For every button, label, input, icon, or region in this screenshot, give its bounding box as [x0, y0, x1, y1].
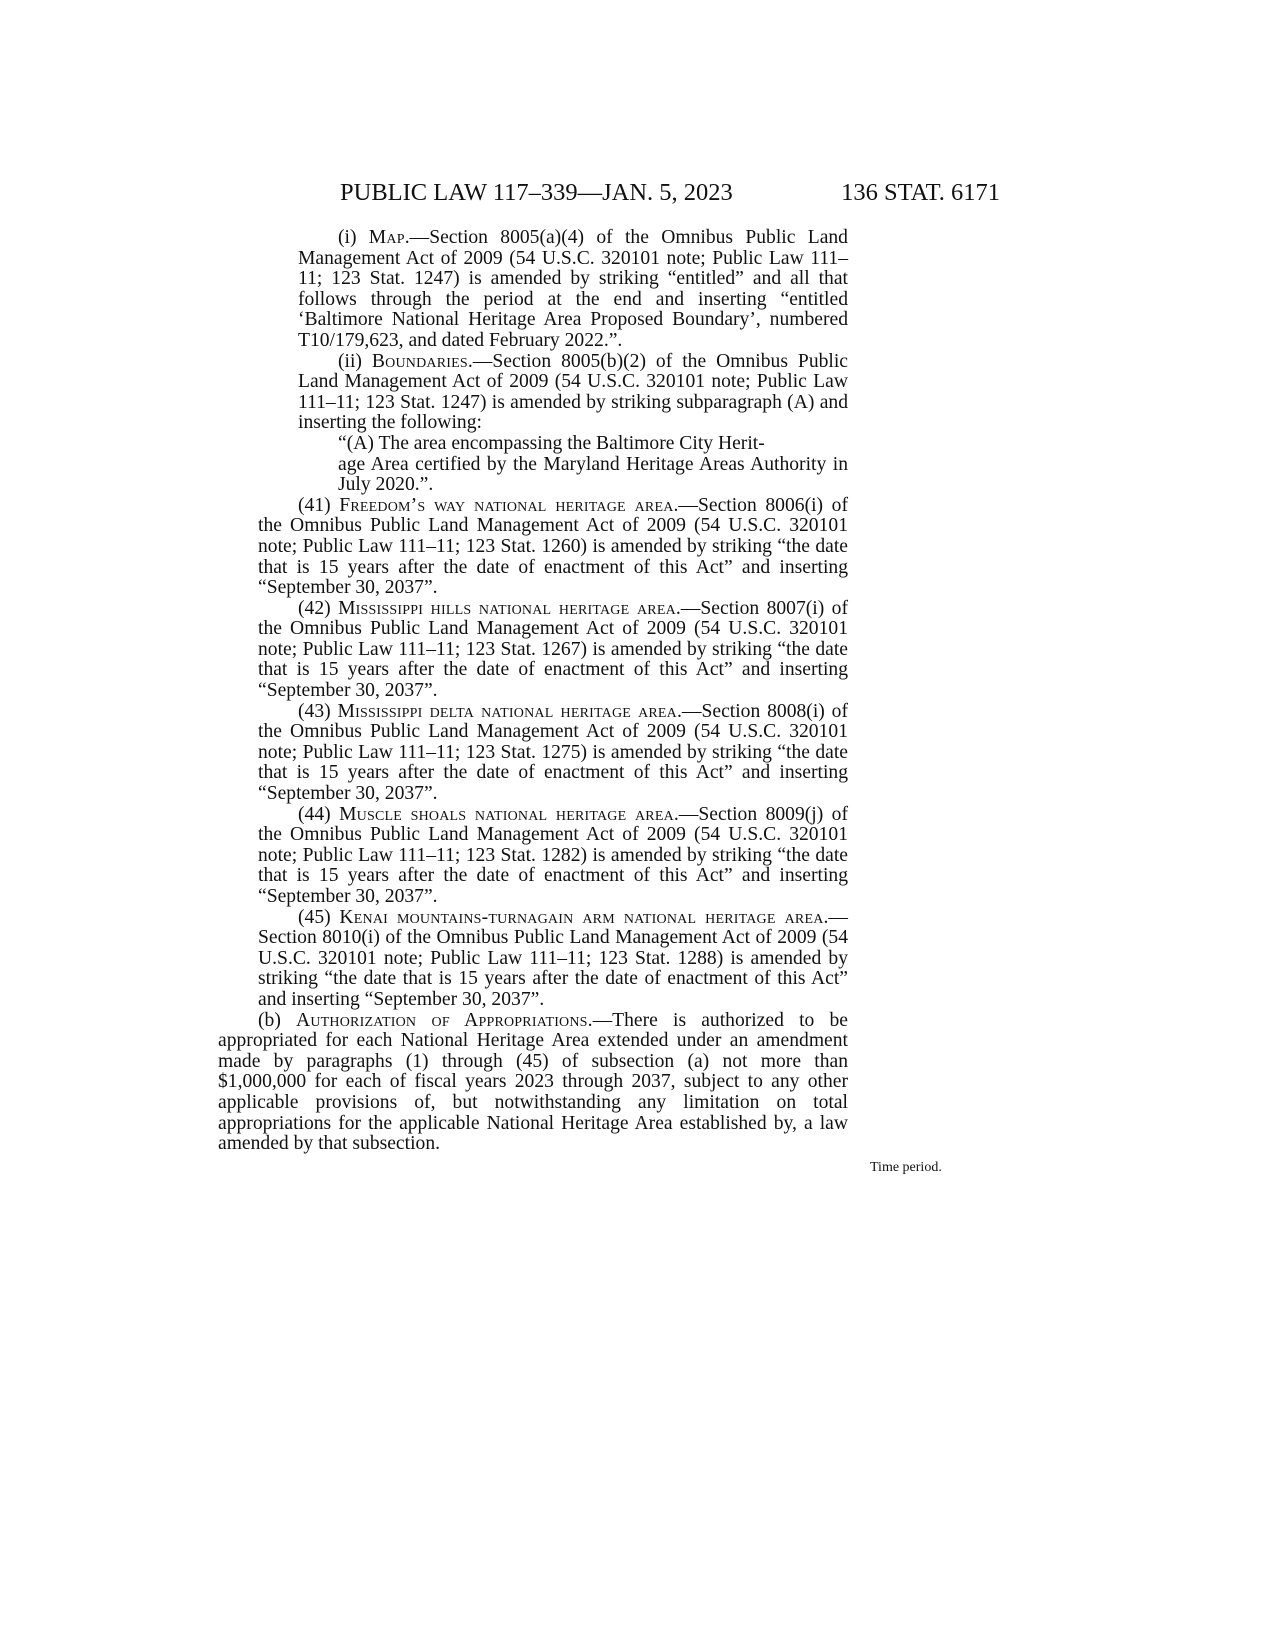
clause-heading: Map	[368, 227, 405, 248]
paragraph-number: (45)	[298, 906, 340, 928]
paragraph-text: .—Section 8008(i) of the Omnibus Public Land Management Act of 2009 (54 U.S.C. 320101 note; Public Law 111–11; 123 Stat. 1275) is amended by striking “the date that is 15 years after the date of enactment of this Act” and inserting “September 30, 2037”.	[258, 700, 848, 805]
paragraph-text: .—Section 8009(j) of the Omnibus Public Land Management Act of 2009 (54 U.S.C. 320101 note; Public Law 111–11; 123 Stat. 1282) is amended by striking “the date that is 15 years after the date of enactment of this Act” and inserting “September 30, 2037”.	[258, 803, 848, 907]
paragraph-heading: Kenai mountains-turnagain arm national heritage area	[339, 906, 824, 928]
clause-text: .—Section 8005(a)(4) of the Omnibus Public Land Management Act of 2009 (54 U.S.C. 320101 note; Public Law 111–11; 123 Stat. 1247) is amended by striking “entitled” and all that follows through the period at the end and inserting “entitled ‘Baltimore National Heritage Area Proposed Boundary’, numbered T10/179,623, and dated February 2022.”.	[298, 227, 848, 351]
public-law-citation: PUBLIC LAW 117–339—JAN. 5, 2023	[340, 179, 733, 206]
quoted-subparagraph-a	[298, 434, 848, 496]
quoted-text-rest: age Area certified by the Maryland Heritage Areas Authority in July 2020.”.	[338, 453, 848, 496]
clause-map	[298, 228, 848, 352]
subsection-number: (b)	[258, 1009, 297, 1031]
paragraph-text: .—Section 8010(i) of the Omnibus Public Land Management Act of 2009 (54 U.S.C. 320101 note; Public Law 111–11; 123 Stat. 1288) is amended by striking “the date that is 15 years after the date of enactment of this Act” and inserting “September 30, 2037”.	[258, 906, 849, 1010]
paragraph-43	[258, 702, 848, 805]
body-text	[218, 228, 848, 1155]
paragraph-42	[258, 599, 848, 702]
quoted-text-first-line: “(A) The area encompassing the Baltimore City Herit-	[338, 432, 765, 454]
paragraph-number: (41)	[298, 494, 340, 516]
paragraph-44	[258, 805, 848, 908]
paragraph-heading: Mississippi delta national heritage area	[337, 700, 677, 722]
paragraph-number: (42)	[298, 597, 339, 619]
subsection-heading: Authorization of Appropriations	[296, 1009, 588, 1031]
paragraph-heading: Freedom’s way national heritage area	[339, 494, 674, 516]
statute-page-number: 136 STAT. 6171	[841, 179, 1000, 206]
clause-boundaries	[298, 352, 848, 434]
paragraph-heading: Mississippi hills national heritage area	[338, 597, 676, 619]
clause-number: (i)	[338, 227, 369, 248]
paragraph-text: .—Section 8007(i) of the Omnibus Public Land Management Act of 2009 (54 U.S.C. 320101 note; Public Law 111–11; 123 Stat. 1267) is amended by striking “the date that is 15 years after the date of enactment of this Act” and inserting “September 30, 2037”.	[258, 597, 848, 702]
clause-number: (ii)	[338, 350, 372, 372]
paragraph-heading: Muscle shoals national heritage area	[339, 803, 674, 825]
paragraph-text: .—Section 8006(i) of the Omnibus Public Land Management Act of 2009 (54 U.S.C. 320101 note; Public Law 111–11; 123 Stat. 1260) is amended by striking “the date that is 15 years after the date of enactment of this Act” and inserting “September 30, 2037”.	[258, 494, 848, 599]
page-header	[340, 178, 1000, 208]
paragraph-number: (44)	[298, 803, 340, 825]
clause-text: .—Section 8005(b)(2) of the Omnibus Public Land Management Act of 2009 (54 U.S.C. 320101 note; Public Law 111–11; 123 Stat. 1247) is amended by striking subparagraph (A) and inserting the following:	[298, 350, 848, 434]
paragraph-41	[258, 496, 848, 599]
subsection-b	[218, 1011, 848, 1155]
margin-note: Time period.	[870, 1160, 942, 1175]
subsection-text: .—There is authorized to be appropriated for each National Heritage Area extended under an amendment made by paragraphs (1) through (45) of subsection (a) not more than $1,000,000 for each of fiscal years 2023 through 2037, subject to any other applicable provisions of, but notwithstanding any limitation on total appropriations for the applicable National Heritage Area established by, a law amended by that subsection.	[218, 1009, 848, 1155]
paragraph-45	[258, 908, 848, 1011]
paragraph-number: (43)	[298, 700, 338, 722]
clause-heading: Boundaries	[371, 350, 468, 372]
